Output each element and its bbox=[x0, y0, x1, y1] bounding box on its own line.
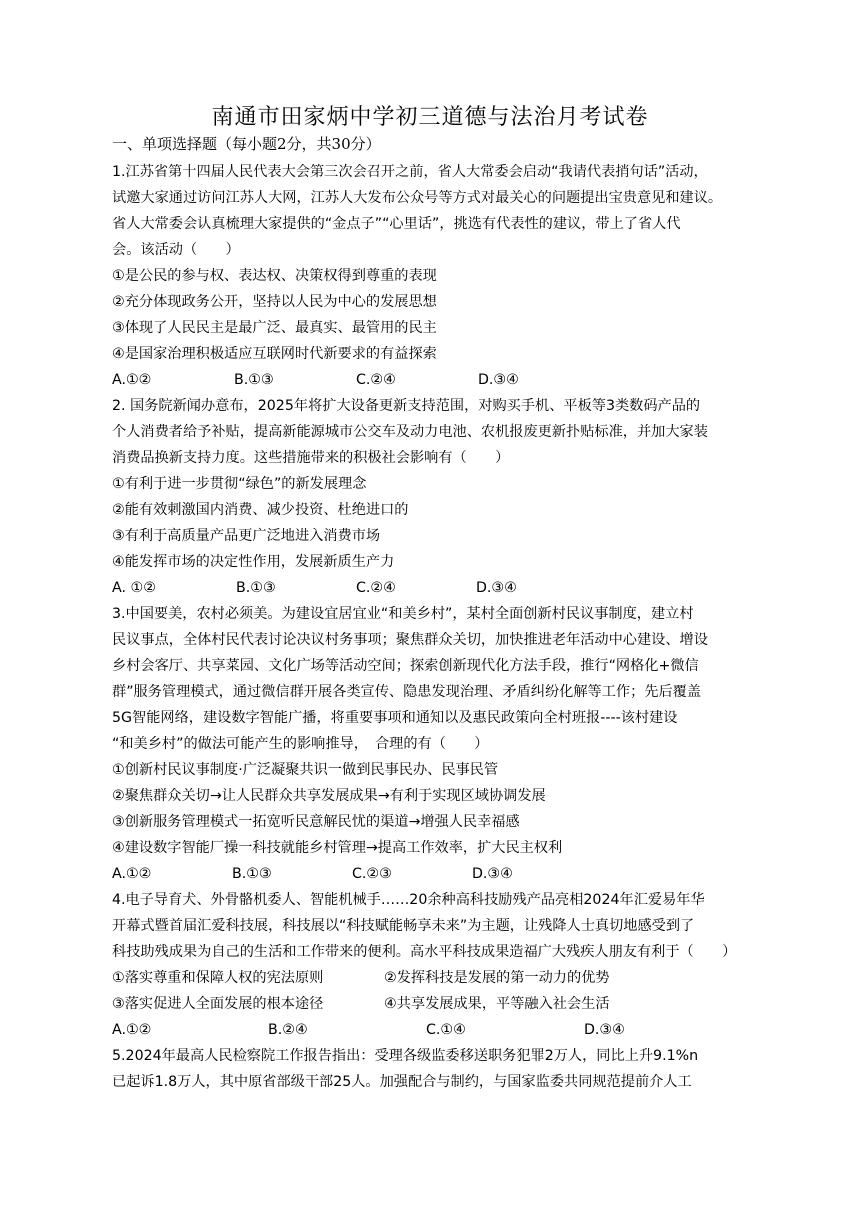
question-stem-line: “和美乡村”的做法可能产生的影响推导， 合理的有（ ） bbox=[112, 736, 489, 752]
answer-options bbox=[112, 575, 752, 601]
option-c: C.①④ bbox=[426, 1022, 466, 1038]
option-b: B.②④ bbox=[268, 1022, 308, 1038]
option-a: A. ①② bbox=[112, 580, 156, 596]
option-b: B.①③ bbox=[236, 580, 276, 596]
question-4 bbox=[112, 887, 752, 1043]
option-c: C.②④ bbox=[356, 372, 396, 388]
statement-item: ①落实尊重和保障人权的宪法原则 bbox=[112, 970, 324, 986]
statement-item: ④建设数字智能厂操一科技就能乡村管理→提高工作效率，扩大民主权利 bbox=[112, 840, 563, 856]
statement-item: ①创新村民议事制度·广泛凝聚共识一做到民事民办、民事民管 bbox=[112, 762, 499, 778]
question-stem-line: 民议事点，全体村民代表讨论决议村务事项；聚焦群众关切，加快推进老年活动中心建设、增设 bbox=[112, 632, 708, 648]
statement-item: ④是国家治理积极适应互联网时代新要求的有益探索 bbox=[112, 346, 437, 362]
statement-item: ④能发挥市场的决定性作用，发展新质生产力 bbox=[112, 554, 395, 570]
question-stem-line: 个人消费者给予补贴，提高新能源城市公交车及动力电池、农机报废更新扑贴标准，并加大家装 bbox=[112, 424, 708, 440]
statement-item: ③有利于高质量产品更广泛地进入消费市场 bbox=[112, 528, 381, 544]
statement-item: ③创新服务管理模式一拓宽听民意解民忧的渠道→增强人民幸福感 bbox=[112, 814, 520, 830]
question-stem-line: 消费品换新支持力度。这些措施带来的积极社会影响有（ ） bbox=[112, 450, 510, 466]
question-1 bbox=[112, 159, 752, 393]
statement-item: ②发挥科技是发展的第一动力的优势 bbox=[384, 970, 610, 986]
question-stem-line: 2. 国务院新闻办意布，2025年将扩大设备更新支持范围，对购买手机、平板等3类数码产品的 bbox=[112, 398, 701, 414]
option-d: D.③④ bbox=[478, 372, 519, 388]
question-2 bbox=[112, 393, 752, 601]
option-a: A.①② bbox=[112, 866, 152, 882]
statement-item: ③体现了人民民主是最广泛、最真实、最管用的民主 bbox=[112, 320, 437, 336]
statement-item: ①是公民的参与权、表达权、决策权得到尊重的表现 bbox=[112, 268, 437, 284]
section-heading: 一、单项选择题（每小题2分，共30分） bbox=[112, 135, 381, 153]
option-b: B.①③ bbox=[234, 372, 274, 388]
question-stem-line: 5.2024年最高人民检察院工作报告指出：受理各级监委移送职务犯罪2万人，同比上升9.1%n bbox=[112, 1048, 699, 1064]
option-a: A.①② bbox=[112, 372, 152, 388]
answer-options bbox=[112, 1017, 752, 1043]
statement-item: ②充分体现政务公开，坚持以人民为中心的发展思想 bbox=[112, 294, 437, 310]
question-stem-line: 乡村会客厅、共享菜园、文化广场等活动空间；探索创新现代化方法手段，推行“网格化+微信 bbox=[112, 658, 699, 674]
statement-item: ③落实促进人全面发展的根本途径 bbox=[112, 996, 324, 1012]
option-c: C.②③ bbox=[352, 866, 392, 882]
option-d: D.③④ bbox=[476, 580, 517, 596]
question-stem-line: 5G智能网络，建设数字智能广播，将重要事项和通知以及惠民政策向全村班报----该村建设 bbox=[112, 710, 678, 726]
question-stem-line: 省人大常委会认真梳理大家提供的“金点子”“心里话”，挑选有代表性的建议，带上了省人代 bbox=[112, 216, 681, 232]
statement-item: ①有利于进一步贯彻“绿色”的新发展理念 bbox=[112, 476, 367, 492]
question-stem-line: 试邀大家通过访问江苏人大网，江苏人大发布公众号等方式对最关心的问题提出宝贵意见和建议。 bbox=[112, 190, 723, 206]
question-stem-line: 会。该活动（ ） bbox=[112, 242, 240, 258]
question-stem-line: 4.电子导育犬、外骨骼机委人、智能机械手……20余种高科技励残产品亮相2024年汇爱易年华 bbox=[112, 892, 705, 908]
statement-item: ②聚焦群众关切→让人民群众共享发展成果→有利于实现区域协调发展 bbox=[112, 788, 546, 804]
page-title: 南通市田家炳中学初三道德与法治月考试卷 bbox=[211, 105, 649, 130]
statement-pair bbox=[112, 991, 752, 1017]
answer-options bbox=[112, 367, 752, 393]
question-stem-line: 1.江苏省第十四届人民代表大会第三次会召开之前，省人大常委会启动“我请代表捎句话”活动， bbox=[112, 164, 708, 180]
option-c: C.②④ bbox=[356, 580, 396, 596]
question-stem-line: 群”服务管理模式，通过微信群开展各类宣传、隐患发现治理、矛盾纠纷化解等工作；先后覆盖 bbox=[112, 684, 702, 700]
question-stem-line: 已起诉1.8万人，其中原省部级干部25人。加强配合与制约，与国家监委共同规范提前介人工 bbox=[112, 1074, 692, 1090]
option-d: D.③④ bbox=[472, 866, 513, 882]
statement-item: ②能有效刺激国内消费、减少投资、杜绝进口的 bbox=[112, 502, 409, 518]
question-stem-line: 科技助残成果为自己的生活和工作带来的便利。高水平科技成果造福广大残疾人朋友有利于（ ） bbox=[112, 944, 737, 960]
option-a: A.①② bbox=[112, 1022, 152, 1038]
question-stem-line: 3.中国要美，农村必须美。为建设宜居宜业“和美乡村”，某村全面创新村民议事制度，建立村 bbox=[112, 606, 694, 622]
question-stem-line: 开幕式暨首届汇爱科技展，科技展以“科技赋能畅享未来”为主题，让残降人士真切地感受到了 bbox=[112, 918, 695, 934]
question-3 bbox=[112, 601, 752, 887]
statement-item: ④共享发展成果，平等融入社会生活 bbox=[384, 996, 610, 1012]
option-d: D.③④ bbox=[584, 1022, 625, 1038]
answer-options bbox=[112, 861, 752, 887]
question-content bbox=[112, 159, 752, 1095]
statement-pair bbox=[112, 965, 752, 991]
question-5 bbox=[112, 1043, 752, 1095]
option-b: B.①③ bbox=[232, 866, 272, 882]
